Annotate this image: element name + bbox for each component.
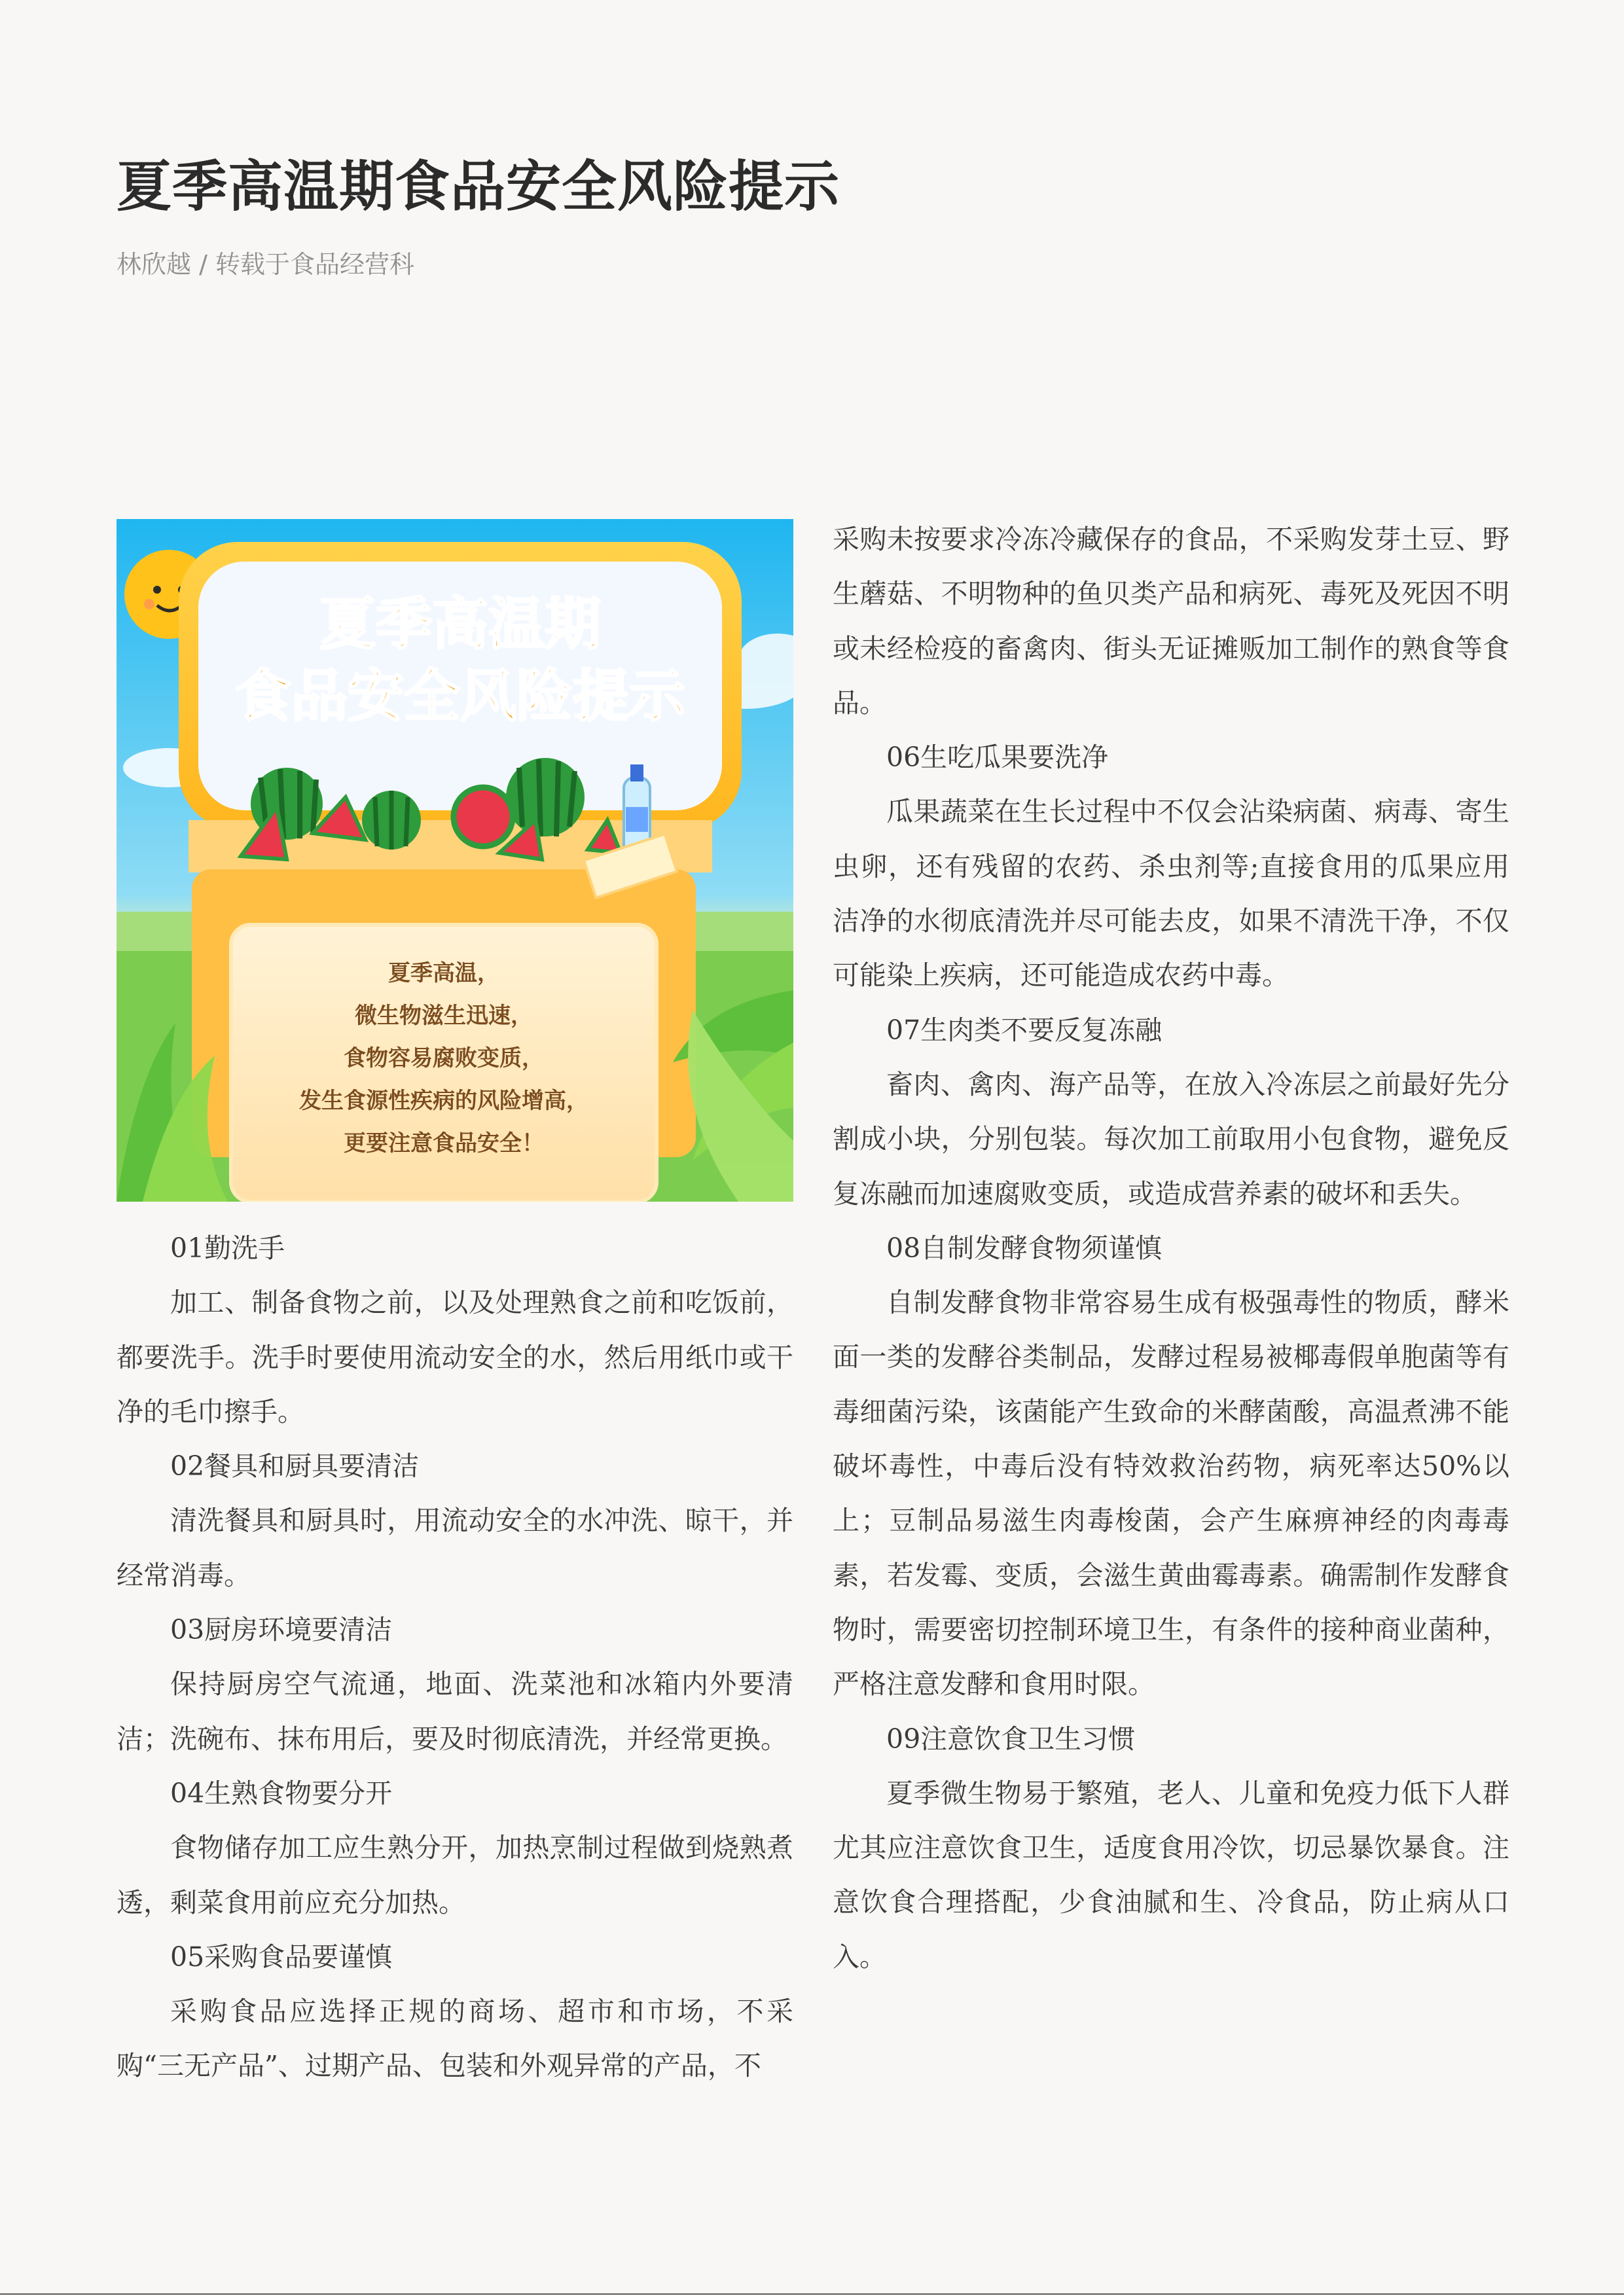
section-heading-05: 05采购食品要谨慎	[170, 1941, 393, 1973]
section-heading-04: 04生熟食物要分开	[170, 1777, 393, 1809]
paragraph: 采购食品应选择正规的商场、超市和市场，不采购“三无产品”、过期产品、包装和外观异常的产品，不	[117, 1996, 793, 2082]
right-column	[833, 512, 1509, 1984]
section-heading-06: 06生吃瓜果要洗净	[886, 742, 1109, 774]
poster-banner-line2: 食品安全风险提示	[235, 664, 685, 729]
left-column	[117, 1221, 793, 2094]
paragraph-continued: 采购未按要求冷冻冷藏保存的食品，不采购发芽土豆、野生蘑菇、不明物种的鱼贝类产品和病死、毒死及死因不明或未经检疫的畜禽肉、街头无证摊贩加工制作的熟食等食品。	[833, 524, 1509, 719]
paragraph: 清洗餐具和厨具时，用流动安全的水冲洗、晾干，并经常消毒。	[117, 1505, 793, 1591]
paragraph: 加工、制备食物之前，以及处理熟食之前和吃饭前，都要洗手。洗手时要使用流动安全的水，然后用纸巾或干净的毛巾擦手。	[117, 1287, 793, 1427]
section-heading-03: 03厨房环境要清洁	[170, 1614, 393, 1646]
article-byline: 林欣越 / 转载于食品经营科	[117, 250, 414, 279]
paragraph: 保持厨房空气流通，地面、洗菜池和冰箱内外要清洁；洗碗布、抹布用后，要及时彻底清洗，并经常更换。	[117, 1668, 793, 1755]
poster-note-line: 夏季高温，	[388, 960, 499, 986]
poster-note-line: 食物容易腐败变质，	[344, 1045, 544, 1071]
section-heading-09: 09注意饮食卫生习惯	[886, 1723, 1136, 1755]
paragraph: 食物储存加工应生熟分开，加热烹制过程做到烧熟煮透，剩菜食用前应充分加热。	[117, 1832, 793, 1918]
section-heading-02: 02餐具和厨具要清洁	[170, 1450, 420, 1482]
poster-note-line: 发生食源性疾病的风险增高，	[299, 1088, 588, 1114]
hero-poster-image	[117, 519, 793, 1202]
article-title: 夏季高温期食品安全风险提示	[117, 154, 840, 219]
paragraph: 夏季微生物易于繁殖，老人、儿童和免疫力低下人群尤其应注意饮食卫生，适度食用冷饮，切忌暴饮暴食。注意饮食合理搭配，少食油腻和生、冷食品，防止病从口入。	[833, 1777, 1509, 1973]
paragraph: 自制发酵食物非常容易生成有极强毒性的物质，酵米面一类的发酵谷类制品，发酵过程易被椰毒假单胞菌等有毒细菌污染，该菌能产生致命的米酵菌酸，高温煮沸不能破坏毒性，中毒后没有特效救治药物，病死率达50%以上；豆制品易滋生肉毒梭菌，会产生麻痹神经的肉毒毒素，若发霉、变质，会滋生黄曲霉毒素。确需制作发酵食物时，需要密切控制环境卫生，有条件的接种商业菌种，严格注意发酵和食用时限。	[833, 1287, 1509, 1700]
section-heading-01: 01勤洗手	[170, 1232, 285, 1264]
section-heading-07: 07生肉类不要反复冻融	[886, 1014, 1163, 1046]
paragraph: 瓜果蔬菜在生长过程中不仅会沾染病菌、病毒、寄生虫卵，还有残留的农药、杀虫剂等;直接食用的瓜果应用洁净的水彻底清洗并尽可能去皮，如果不清洗干净，不仅可能染上疾病，还可能造成农药中毒。	[833, 796, 1509, 992]
paragraph: 畜肉、禽肉、海产品等，在放入冷冻层之前最好先分割成小块，分别包装。每次加工前取用小包食物，避免反复冻融而加速腐败变质，或造成营养素的破坏和丢失。	[833, 1068, 1509, 1210]
poster-banner-line1: 夏季高温期	[319, 592, 601, 657]
section-heading-08: 08自制发酵食物须谨慎	[886, 1232, 1163, 1264]
page-bottom-divider	[0, 2293, 1624, 2295]
poster-note-line: 更要注意食品安全！	[344, 1130, 544, 1157]
poster-note-line: 微生物滋生迅速，	[355, 1003, 533, 1029]
